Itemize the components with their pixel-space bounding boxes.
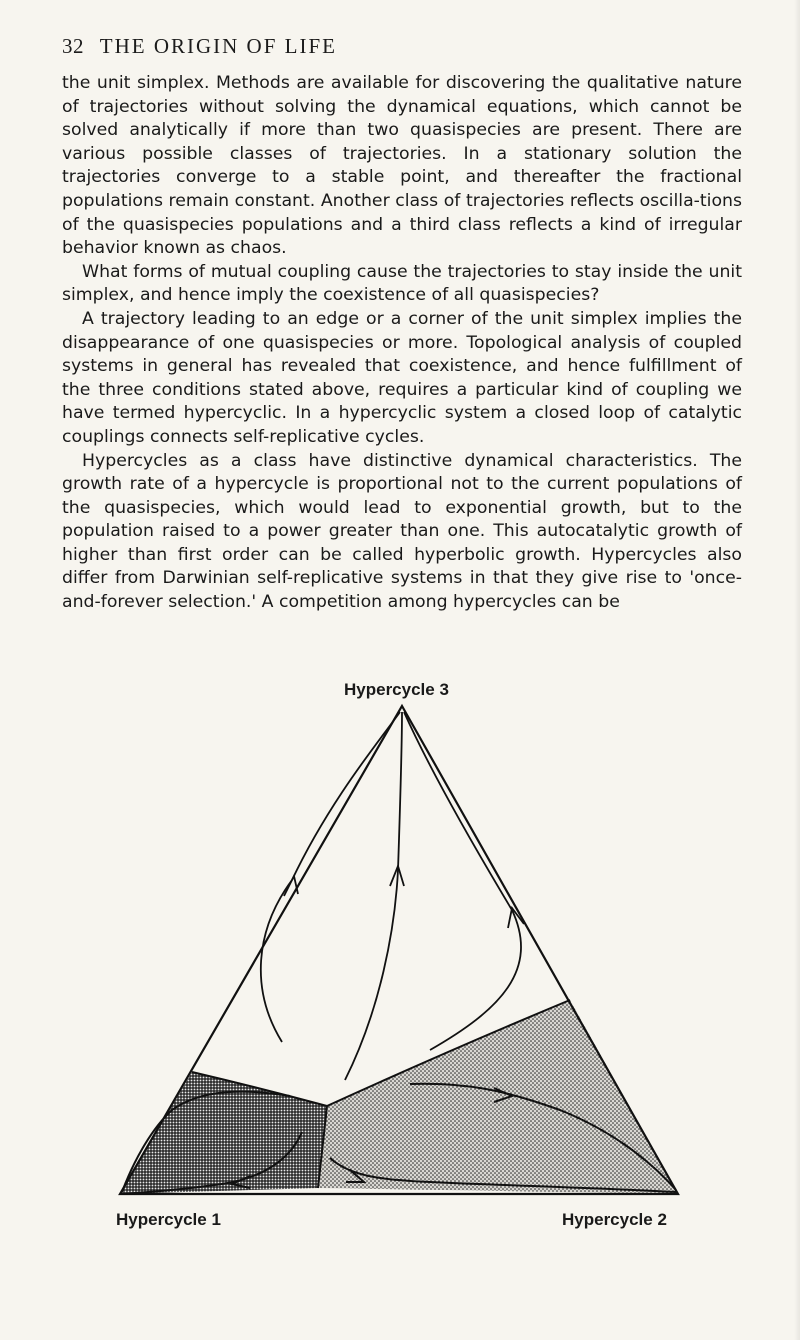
paragraph-3: A trajectory leading to an edge or a corner of the unit simplex implies the disappearance of one quasispecies or more. Topological analysis of coupled systems in general has revealed that coexistence, and hence fulfillment of the three conditions stated above, requires a particular kind of coupling we have termed hypercyclic. In a hypercyclic system a closed loop of catalytic couplings connects self-replicative cycles. [62,308,742,447]
paragraph-2: What forms of mutual coupling cause the trajectories to stay inside the unit simplex, and hence imply the coexistence of all quasispecies? [62,261,742,306]
running-title: THE ORIGIN OF LIFE [99,34,337,58]
page-number: 32 [62,34,84,58]
page-fold-shadow [794,0,800,1340]
simplex-figure [0,670,800,1240]
label-hypercycle-1: Hypercycle 1 [116,1210,221,1229]
paragraph-1: the unit simplex. Methods are available for discovering the qualitative nature of trajectories without solving the dynamical equations, which cannot be solved analytically if more than two quasispecies are present. There are various possible classes of trajectories. In a stationary solution the trajectories converge to a stable point, and thereafter the fractional populations remain constant. Another class of trajectories reflects oscilla-tions of the quasispecies populations and a third class reflects a kind of irregular behavior known as chaos. [62,73,742,259]
label-hypercycle-3: Hypercycle 3 [344,680,449,699]
trajectory-middle-upper [398,712,402,870]
simplex-diagram [0,670,800,1240]
paragraph-4: Hypercycles as a class have distinctive dynamical characteristics. The growth rate of a hypercycle is proportional not to the current populations of the quasispecies, which would lead to exponential growth, but to the population raised to a power greater than one. This autocatalytic growth of higher than first order can be called hyperbolic growth. Hypercycles also differ from Darwinian self-replicative systems in that they give rise to 'once-and-forever selection.' A competition among hypercycles can be [62,450,742,613]
body-text [62,72,742,615]
trajectory-right-upper [404,712,512,910]
running-head [62,34,337,59]
label-hypercycle-2: Hypercycle 2 [562,1210,667,1229]
trajectory-left-arrow-icon [284,876,298,896]
trajectory-middle [345,870,398,1080]
